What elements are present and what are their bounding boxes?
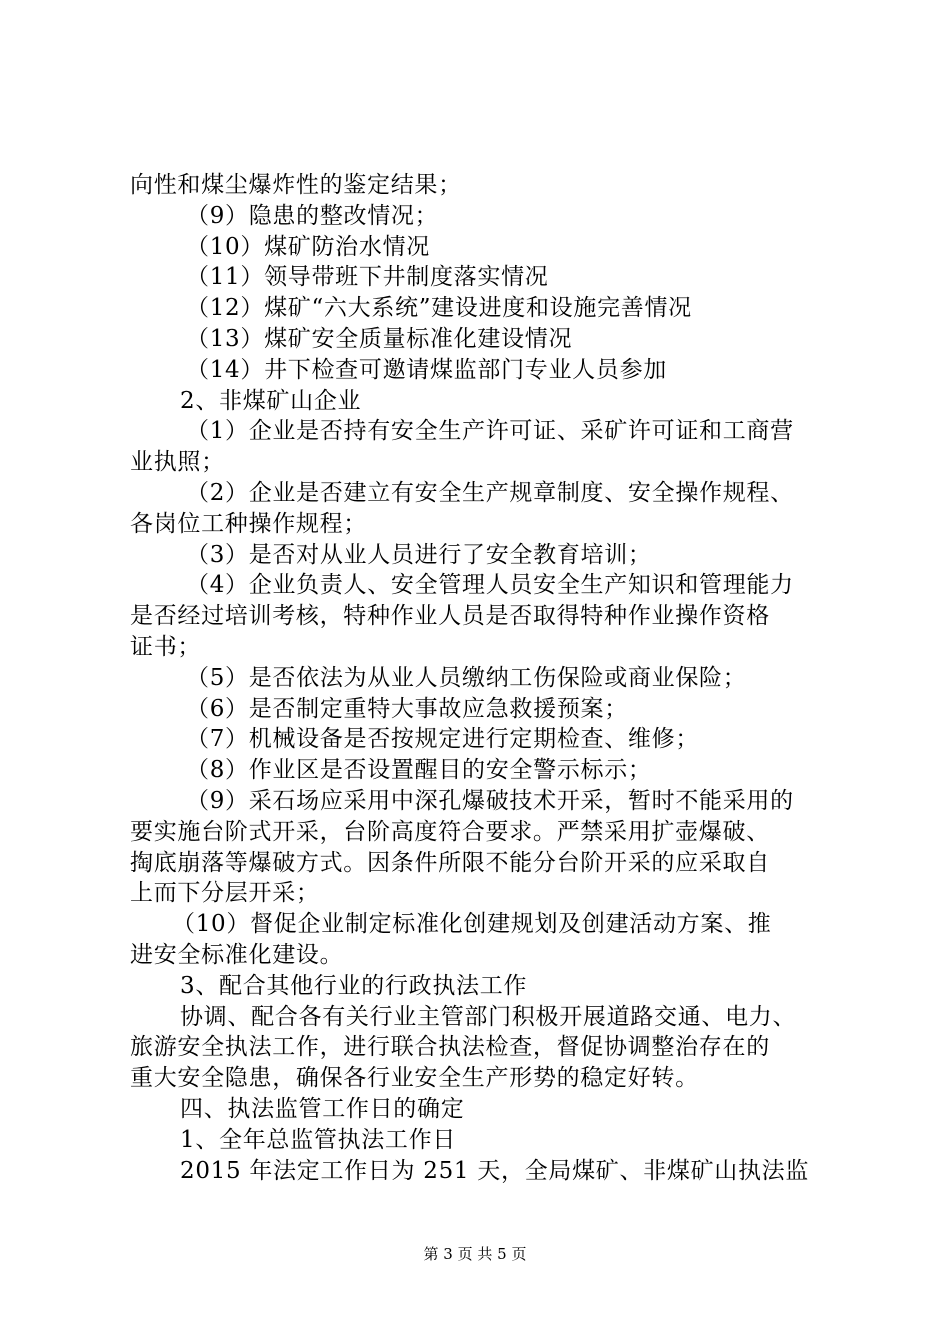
text-line: （11）领导带班下井制度落实情况 xyxy=(186,264,549,291)
text-line: （8）作业区是否设置醒目的安全警示标示； xyxy=(186,757,652,784)
text-line: （7）机械设备是否按规定进行定期检查、维修； xyxy=(186,726,700,753)
text-line: 业执照； xyxy=(130,449,225,476)
text-line: 向性和煤尘爆炸性的鉴定结果； xyxy=(130,172,462,198)
text-line: 各岗位工种操作规程； xyxy=(130,510,367,537)
text-line: （6）是否制定重特大事故应急救援预案； xyxy=(186,695,628,722)
section-heading: 四、执法监管工作日的确定 xyxy=(180,1095,465,1122)
document-body xyxy=(130,170,835,1186)
text-line: 要实施台阶式开采，台阶高度符合要求。严禁采用扩壶爆破、 xyxy=(130,818,770,845)
text-line: 进安全标准化建设。 xyxy=(130,941,344,968)
section-heading: 1、全年总监管执法工作日 xyxy=(180,1126,457,1153)
text-line: 协调、配合各有关行业主管部门积极开展道路交通、电力、 xyxy=(180,1003,797,1030)
text-line: （2）企业是否建立有安全生产规章制度、安全操作规程、 xyxy=(186,479,794,506)
text-line: （4）企业负责人、安全管理人员安全生产知识和管理能力 xyxy=(186,572,794,599)
text-line: （1）企业是否持有安全生产许可证、采矿许可证和工商营 xyxy=(186,418,794,445)
text-line: （3）是否对从业人员进行了安全教育培训； xyxy=(186,541,652,568)
text-line: （9）采石场应采用中深孔爆破技术开采，暂时不能采用的 xyxy=(186,787,794,814)
text-line: （5）是否依法为从业人员缴纳工伤保险或商业保险； xyxy=(186,664,747,691)
text-line: （10）督促企业制定标准化创建规划及创建活动方案、推 xyxy=(172,911,772,938)
section-heading: 2、非煤矿山企业 xyxy=(180,387,362,414)
text-line: 上而下分层开采； xyxy=(130,880,320,907)
text-line: 重大安全隐患，确保各行业安全生产形势的稳定好转。 xyxy=(130,1065,699,1092)
text-line: （13）煤矿安全质量标准化建设情况 xyxy=(186,325,573,352)
text-line: （12）煤矿“六大系统”建设进度和设施完善情况 xyxy=(186,295,692,322)
text-line: 2015 年法定工作日为 251 天，全局煤矿、非煤矿山执法监 xyxy=(180,1157,810,1184)
text-line: （9）隐患的整改情况； xyxy=(186,202,439,229)
page-number-footer: 第 3 页 共 5 页 xyxy=(423,1245,527,1263)
text-line: （10）煤矿防治水情况 xyxy=(186,233,430,260)
text-line: 掏底崩落等爆破方式。因条件所限不能分台阶开采的应采取自 xyxy=(130,849,770,876)
text-line: （14）井下检查可邀请煤监部门专业人员参加 xyxy=(186,356,667,383)
text-line: 旅游安全执法工作，进行联合执法检查，督促协调整治存在的 xyxy=(130,1034,770,1061)
text-line: 是否经过培训考核，特种作业人员是否取得特种作业操作资格 xyxy=(130,603,770,630)
section-heading: 3、配合其他行业的行政执法工作 xyxy=(180,972,528,999)
text-line: 证书； xyxy=(130,633,202,660)
